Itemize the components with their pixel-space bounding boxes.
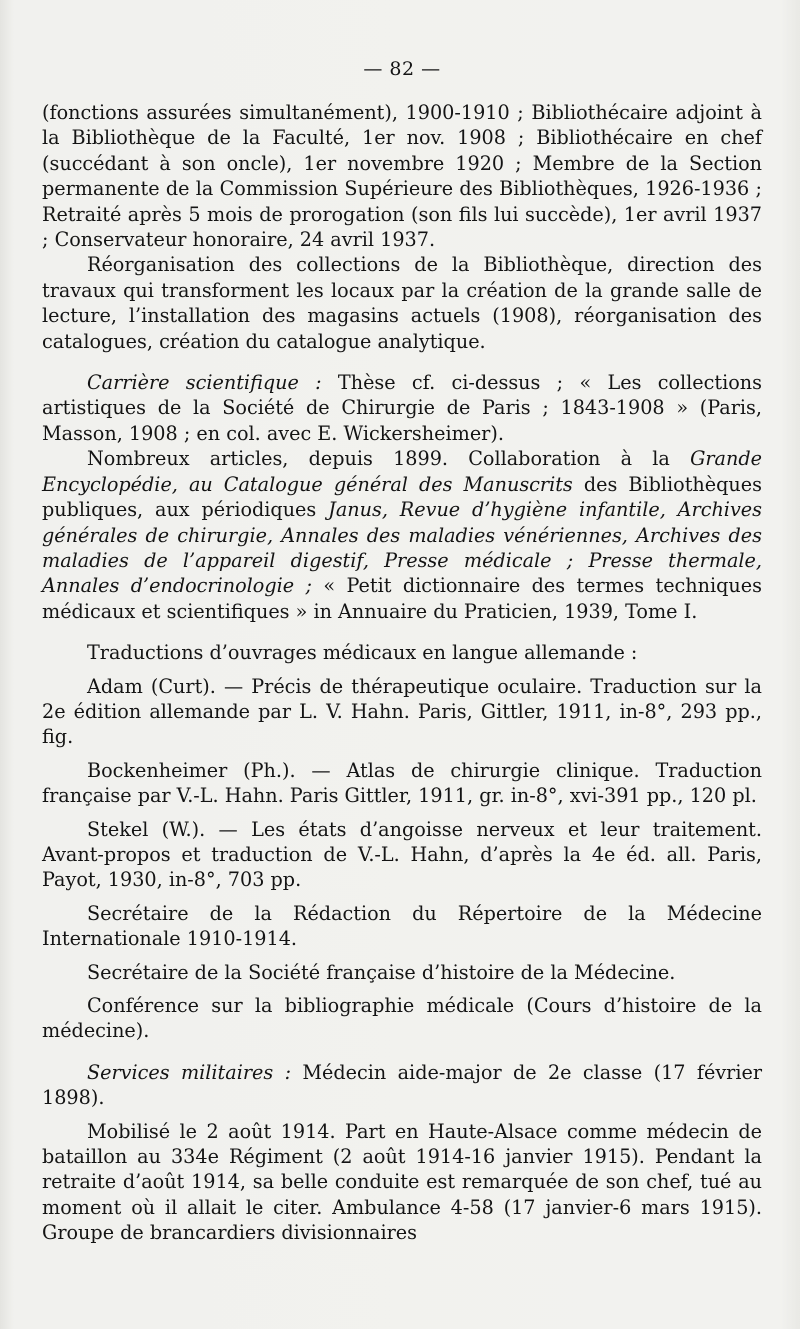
page-number: — 82 — — [363, 58, 441, 80]
paragraph-secretary-society: Secrétaire de la Société française d’histoire de la Médecine. — [87, 960, 676, 984]
heading-scientific-career: Carrière scientifique : — [87, 371, 322, 395]
document-body — [42, 100, 762, 1246]
paragraph-translations-heading: Traductions d’ouvrages médicaux en langue allemande : — [87, 641, 638, 665]
translation-stekel: Stekel (W.). — Les états d’angoisse nerveux et leur traitement. Avant-propos et traduction de V.-L. Hahn, d’après la 4e éd. all. Paris, Payot, 1930, in-8°, 703 pp. — [42, 817, 762, 892]
heading-military-service: Services militaires : — [87, 1060, 292, 1084]
paragraph-conference: Conférence sur la bibliographie médicale (Cours d’histoire de la médecine). — [42, 994, 762, 1043]
translation-adam: Adam (Curt). — Précis de thérapeutique oculaire. Traduction sur la 2e édition allemande par L. V. Hahn. Paris, Gittler, 1911, in-8°, 293 pp., fig. — [42, 674, 762, 749]
articles-italic-1: Grande Encyclopédie, au Catalogue général des Manuscrits — [42, 447, 762, 496]
paragraph-scientific-career — [42, 370, 762, 446]
scientific-career-text: Thèse cf. ci-dessus ; « Les collections artistiques de la Société de Chirurgie de Paris ; 1843-1908 » (Paris, Masson, 1908 ; en col. avec E. Wickersheimer). — [42, 371, 762, 445]
articles-text-1: Nombreux articles, depuis 1899. Collaboration à la — [87, 447, 691, 471]
articles-text-3: « Petit dictionnaire des termes techniques médicaux et scientifiques » in Annuaire du Praticien, 1939, Tome I. — [42, 574, 762, 623]
paragraph-articles — [42, 446, 762, 624]
military-service-text: Médecin aide-major de 2e classe (17 février 1898). — [42, 1060, 762, 1110]
paragraph-secretary-repertoire: Secrétaire de la Rédaction du Répertoire de la Médecine Internationale 1910-1914. — [42, 901, 762, 951]
articles-text-2: des Bibliothèques publiques, aux périodiques — [42, 472, 762, 522]
translation-bockenheimer: Bockenheimer (Ph.). — Atlas de chirurgie clinique. Traduction française par V.-L. Hahn. Paris Gittler, 1911, gr. in-8°, xvi-391 pp., 120 pl. — [42, 758, 762, 808]
articles-italic-2: Janus, Revue d’hygiène infantile, Archives générales de chirurgie, Annales des maladies vénériennes, Archives des maladies de l’appareil digestif, Presse médicale ; Presse thermale, Annales d’endocrinologie ; — [42, 498, 762, 598]
paragraph-military-service — [42, 1060, 762, 1111]
paragraph-career-positions: (fonctions assurées simultanément), 1900-1910 ; Bibliothécaire adjoint à la Bibliothèque de la Faculté, 1er nov. 1908 ; Bibliothécaire en chef (succédant à son oncle), 1er novembre 1920 ; Membre de la Section permanente de la Commission Supérieure des Bibliothèques, 1926-1936 ; Retraité après 5 mois de prorogation (son fils lui succède), 1er avril 1937 ; Conservateur honoraire, 24 avril 1937. — [42, 101, 762, 252]
paragraph-mobilisation: Mobilisé le 2 août 1914. Part en Haute-Alsace comme médecin de bataillon au 334e Régiment (2 août 1914-16 janvier 1915). Pendant la retraite d’août 1914, sa belle conduite est remarquée de son chef, tué au moment où il allait le citer. Ambulance 4-58 (17 janvier-6 mars 1915). Groupe de brancardiers divisionnaires — [42, 1119, 762, 1245]
paragraph-reorganisation: Réorganisation des collections de la Bibliothèque, direction des travaux qui transforment les locaux par la création de la grande salle de lecture, l’installation des magasins actuels (1908), réorganisation des catalogues, création du catalogue analytique. — [42, 253, 762, 353]
